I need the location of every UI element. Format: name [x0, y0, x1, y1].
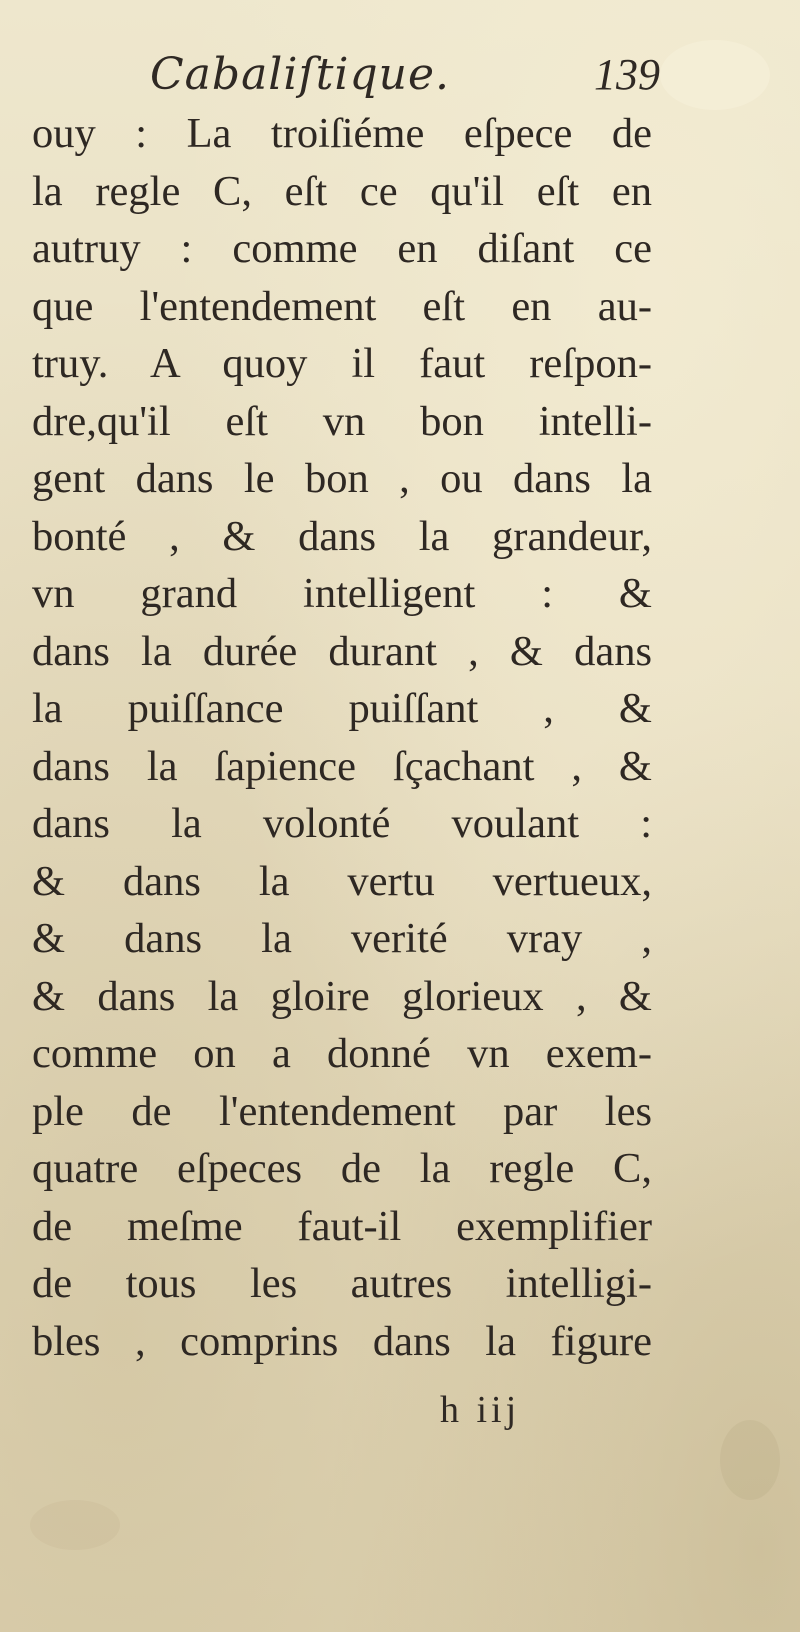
paper-highlight — [660, 40, 770, 110]
paper-stain — [720, 1420, 780, 1500]
text-line: ple de l'entendement par les — [32, 1087, 652, 1135]
text-line: dre,qu'il eſt vn bon intelli- — [32, 397, 652, 445]
text-line: bonté , & dans la grandeur, — [32, 512, 652, 560]
text-line: que l'entendement eſt en au- — [32, 282, 652, 330]
text-line: la regle C, eſt ce qu'il eſt en — [32, 167, 652, 215]
page-header — [150, 40, 660, 110]
running-title: Cabaliſtique. — [150, 49, 451, 100]
text-line: dans la ſapience ſçachant , & — [32, 742, 652, 790]
text-line: ouy : La troiſiéme eſpece de — [32, 110, 652, 157]
text-line: dans la volonté voulant : — [32, 800, 652, 847]
text-line: de tous les autres intelligi- — [32, 1260, 652, 1307]
text-line: bles , comprins dans la figure — [32, 1317, 652, 1365]
text-line: comme on a donné vn exem- — [32, 1030, 652, 1077]
text-line: dans la durée durant , & dans — [32, 627, 652, 675]
text-line: autruy : comme en diſant ce — [32, 225, 652, 272]
body-text — [32, 105, 652, 1370]
text-line: la puiſſance puiſſant , & — [32, 685, 652, 732]
text-line: de meſme faut-il exemplifier — [32, 1202, 652, 1250]
paper-stain — [30, 1500, 120, 1550]
page-number: 139 — [594, 50, 660, 99]
text-line: gent dans le bon , ou dans la — [32, 455, 652, 502]
text-line: & dans la vertu vertueux, — [32, 857, 652, 905]
text-line: quatre eſpeces de la regle C, — [32, 1145, 652, 1192]
text-line: & dans la gloire glorieux , & — [32, 972, 652, 1020]
signature-mark: h iij — [440, 1389, 521, 1431]
text-line: & dans la verité vray , — [32, 915, 652, 962]
text-line: vn grand intelligent : & — [32, 570, 652, 617]
text-line: truy. A quoy il faut reſpon- — [32, 340, 652, 387]
